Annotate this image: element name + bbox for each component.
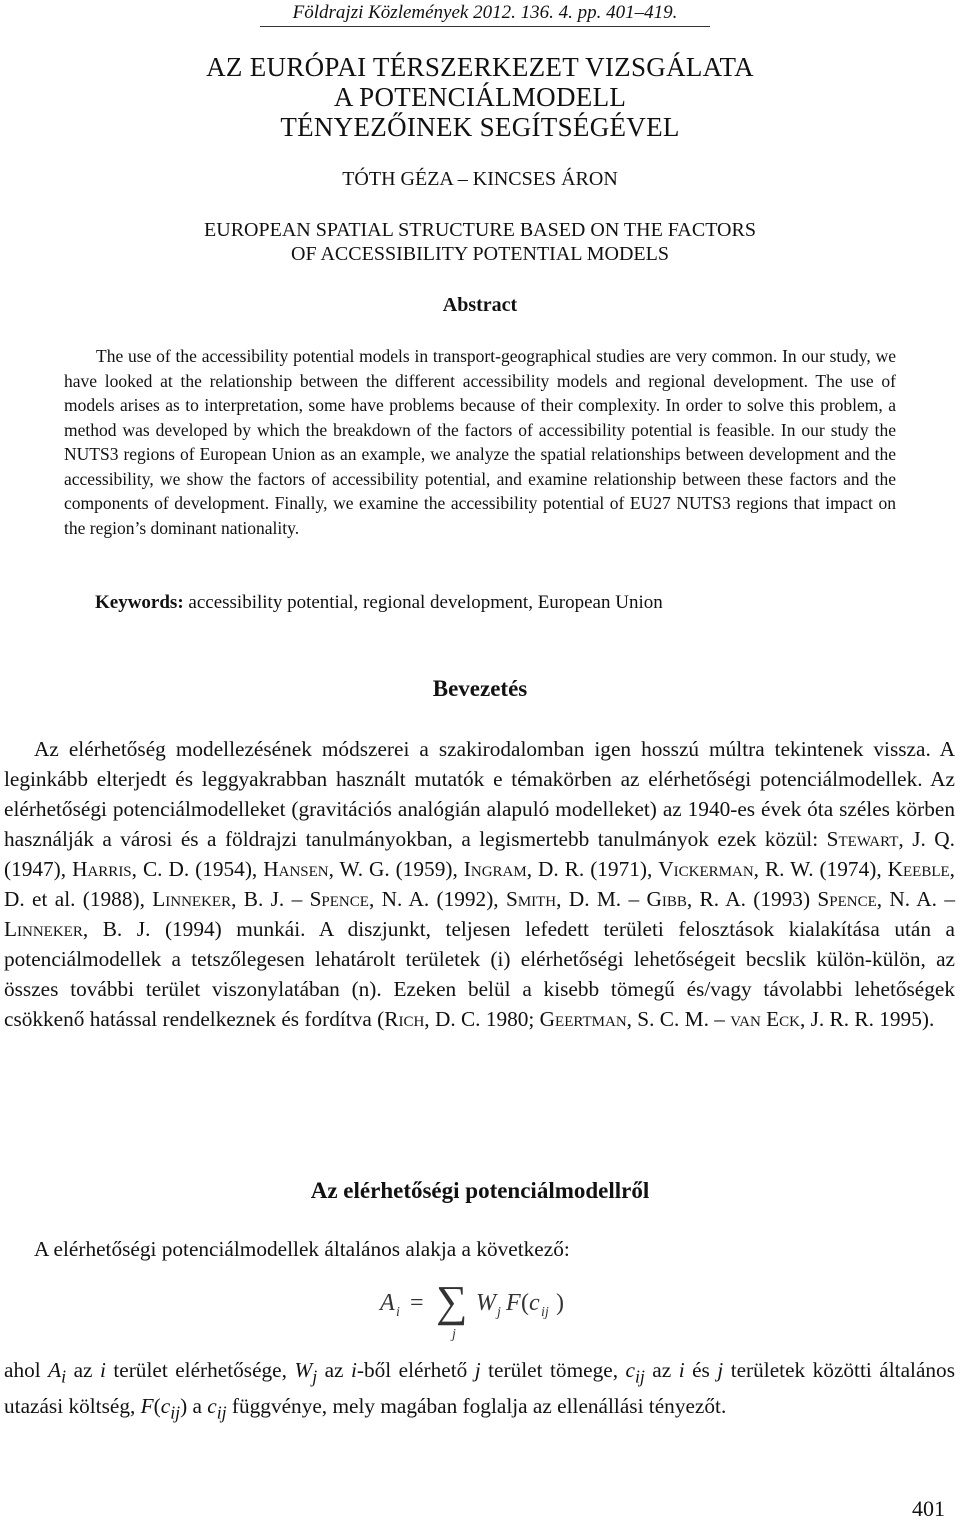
journal-header: Földrajzi Közlemények 2012. 136. 4. pp. 401–419. [260,2,710,27]
abstract-text: The use of the accessibility potential models in transport-geographical studies are very common. In our study, we have looked at the relationship between the different accessibility models and regional development. The use of models arises as to interpretation, some have problems because of their complexity. In order to solve this problem, a method was developed by which the breakdown of the factors of accessibility potential is feasible. In our study the NUTS3 regions of European Union as an example, we analyze the spatial relationships between development and the accessibility, we show the factors of accessibility potential, and examine relationship between these factors and the components of development. Finally, we examine the accessibility potential of EU27 NUTS3 regions that impact on the region’s dominant nationality. [64,346,896,538]
keywords-text: accessibility potential, regional development, European Union [183,592,663,613]
author-name: Gibb [646,887,687,911]
citation-detail: , D. et al. (1988), [4,857,955,911]
intro-references-2 [384,1007,934,1031]
citation-detail: , D. R. (1971), [526,857,659,881]
author-name: Rich [384,1007,425,1031]
author-name: Stewart [826,827,899,851]
citation-detail: , J. Q. (1947), [4,827,955,881]
authors: TÓTH GÉZA – KINCSES ÁRON [342,168,618,190]
citation-detail: , J. R. R. 1995). [799,1007,935,1031]
author-name: Spence [309,887,369,911]
citation-detail: , C. D. (1954), [131,857,264,881]
author-name: Linneker [4,917,83,941]
potential-formula [376,1276,586,1342]
intro-text: Az elérhetőség modellezésének módszerei a szakirodalomban igen hosszú múltra tekintenek vissza. A leginkább elterjedt és leggyakrabban használt mutatók e témakörben az elérhetőségi potenciálmodellek. Az elérhetőségi potenciálmodelleket (gravitációs analógián alapuló modelleket) az 1940-es évek óta széles körben használják a városi és a földrajzi tanulmányokban, a legismertebb tanulmányok ezek közül: [4,737,955,851]
title-line-3: TÉNYEZŐINEK SEGÍTSÉGÉVEL [280,112,680,142]
author-name: Spence [817,887,877,911]
author-name: Smith [505,887,557,911]
intro-paragraph [4,734,955,1034]
keywords [95,592,663,614]
citation-detail: , R. W. (1974), [753,857,888,881]
citation-detail: , D. C. 1980; [424,1007,540,1031]
svg-text:c: c [529,1290,540,1316]
author-name: Linneker [152,887,232,911]
author-name: Harris [72,857,132,881]
author-name: Geertman [539,1007,627,1031]
svg-text:j: j [452,1327,456,1342]
formula-explanation [4,1355,955,1428]
potential-intro: A elérhetőségi potenciálmodellek általános alakja a következő: [34,1237,570,1261]
english-title-line-1: EUROPEAN SPATIAL STRUCTURE BASED ON THE FACTORS [204,219,756,241]
section-heading-intro: Bevezetés [432,676,528,701]
english-title [0,218,960,266]
intro-text-2: A diszjunkt, teljesen lefedett területi felosztások kialakítása után a potenciálmodellek a tetszőlegesen lehatárolt területek (i) elérhetőségi lehetőségeit becslik külön-külön, az összes további terület viszonylatában (n). Ezeken belül a kisebb tömegű és/vagy távolabbi lehetőségek csökkenő hatással rendelkeznek és fordítva ( [4,917,955,1031]
citation-detail: , W. G. (1959), [328,857,464,881]
svg-text:F: F [506,1290,521,1316]
author-name: Hansen [263,857,329,881]
title-line-1: AZ EURÓPAI TÉRSZERKEZET VIZSGÁLATA [206,52,754,82]
svg-text:): ) [556,1290,564,1316]
svg-text:(: ( [521,1290,529,1316]
svg-text:W: W [476,1290,496,1316]
page-number: 401 [912,1496,945,1521]
formula-explanation-text: ahol $A_i$ az i terület elérhetősége, $W_j$ az i-ből elérhető j terület tömege, $c_{ij}$ az i és j területek közötti általános utazási költség, $F(c_{ij})$ a $c_{ij}$ függvénye, mely magában foglalja az ellenállási tényezőt. [4,1358,955,1423]
intro-body [4,734,955,1034]
english-title-line-2: OF ACCESSIBILITY POTENTIAL MODELS [291,243,669,265]
citation-detail: , R. A. (1993) [686,887,818,911]
paper-title [0,52,960,142]
svg-text:j: j [497,1305,501,1320]
author-name: Ingram [463,857,527,881]
citation-detail: , N. A. – [876,887,955,911]
author-name: Vickerman [658,857,754,881]
citation-detail: , N. A. (1992), [368,887,506,911]
abstract-body [64,344,896,540]
svg-text:=: = [410,1290,424,1316]
abstract-heading: Abstract [442,294,518,316]
svg-text:A: A [380,1290,395,1316]
svg-text:ij: ij [541,1305,549,1320]
svg-text:∑: ∑ [436,1277,468,1326]
author-name: Keeble [887,857,950,881]
citation-detail: , B. J. – [231,887,310,911]
author-name: van Eck [730,1007,800,1031]
section-heading-potential: Az elérhetőségi potenciálmodellről [310,1178,650,1203]
keywords-label: Keywords: [95,592,184,613]
citation-detail: , S. C. M. – [626,1007,731,1031]
citation-detail: , B. J. (1994) munkái. [82,917,306,941]
citation-detail: , D. M. – [556,887,647,911]
title-line-2: A POTENCIÁLMODELL [333,82,627,112]
svg-text:i: i [396,1305,400,1320]
